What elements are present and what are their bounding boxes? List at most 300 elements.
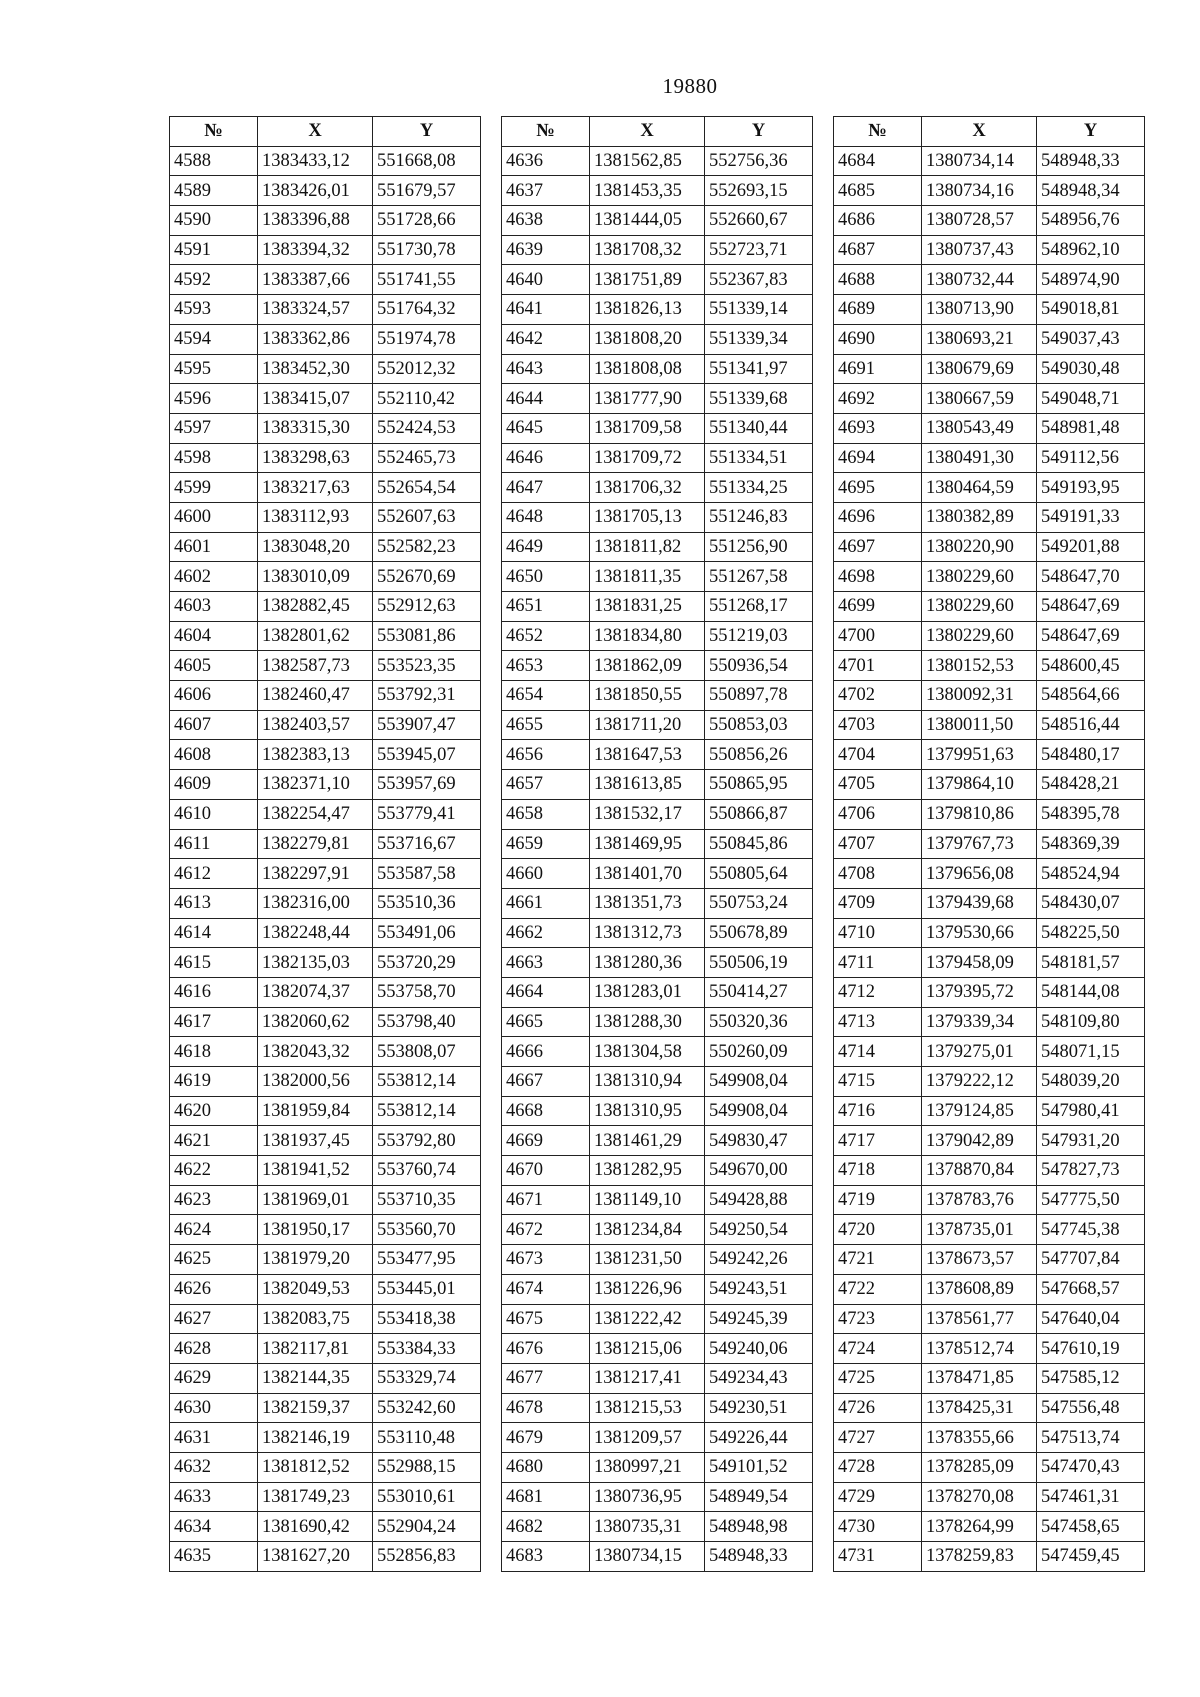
point-number-cell: 4685: [834, 176, 922, 206]
x-coordinate-cell: 1378783,76: [922, 1185, 1037, 1215]
y-coordinate-cell: 547585,12: [1037, 1363, 1145, 1393]
point-number-cell: 4594: [170, 324, 258, 354]
table-row: [834, 651, 1145, 681]
point-number-cell: 4596: [170, 384, 258, 414]
x-coordinate-cell: 1380229,60: [922, 592, 1037, 622]
table-body: [170, 146, 481, 1571]
table-row: [502, 1363, 813, 1393]
point-number-cell: 4692: [834, 384, 922, 414]
x-coordinate-cell: 1382316,00: [258, 888, 373, 918]
y-coordinate-cell: 551219,03: [705, 621, 813, 651]
point-number-cell: 4640: [502, 265, 590, 295]
point-number-cell: 4633: [170, 1482, 258, 1512]
point-number-cell: 4673: [502, 1245, 590, 1275]
x-coordinate-cell: 1379275,01: [922, 1037, 1037, 1067]
point-number-cell: 4691: [834, 354, 922, 384]
table-row: [834, 681, 1145, 711]
y-coordinate-cell: 550866,87: [705, 799, 813, 829]
point-number-cell: 4615: [170, 948, 258, 978]
point-number-cell: 4720: [834, 1215, 922, 1245]
table-row: [502, 384, 813, 414]
point-number-cell: 4712: [834, 977, 922, 1007]
x-coordinate-cell: 1378735,01: [922, 1215, 1037, 1245]
x-coordinate-cell: 1381613,85: [590, 770, 705, 800]
x-coordinate-cell: 1379042,89: [922, 1126, 1037, 1156]
x-coordinate-cell: 1379656,08: [922, 859, 1037, 889]
point-number-cell: 4629: [170, 1363, 258, 1393]
point-number-cell: 4725: [834, 1363, 922, 1393]
x-coordinate-cell: 1383298,63: [258, 443, 373, 473]
point-number-cell: 4647: [502, 473, 590, 503]
y-coordinate-cell: 549428,88: [705, 1185, 813, 1215]
table-row: [502, 1096, 813, 1126]
y-coordinate-cell: 553779,41: [373, 799, 481, 829]
x-coordinate-cell: 1383426,01: [258, 176, 373, 206]
point-number-cell: 4687: [834, 235, 922, 265]
y-coordinate-cell: 549908,04: [705, 1096, 813, 1126]
column-header-number: №: [834, 117, 922, 147]
table-row: [170, 1452, 481, 1482]
table-row: [170, 681, 481, 711]
y-coordinate-cell: 550678,89: [705, 918, 813, 948]
table-row: [834, 592, 1145, 622]
y-coordinate-cell: 548428,21: [1037, 770, 1145, 800]
y-coordinate-cell: 550414,27: [705, 977, 813, 1007]
x-coordinate-cell: 1380382,89: [922, 502, 1037, 532]
x-coordinate-cell: 1380092,31: [922, 681, 1037, 711]
x-coordinate-cell: 1381215,06: [590, 1334, 705, 1364]
table-row: [170, 1126, 481, 1156]
point-number-cell: 4696: [834, 502, 922, 532]
x-coordinate-cell: 1381808,08: [590, 354, 705, 384]
x-coordinate-cell: 1381312,73: [590, 918, 705, 948]
x-coordinate-cell: 1383324,57: [258, 295, 373, 325]
point-number-cell: 4671: [502, 1185, 590, 1215]
table-row: [170, 799, 481, 829]
y-coordinate-cell: 548647,69: [1037, 592, 1145, 622]
y-coordinate-cell: 549193,95: [1037, 473, 1145, 503]
x-coordinate-cell: 1381708,32: [590, 235, 705, 265]
y-coordinate-cell: 550805,64: [705, 859, 813, 889]
x-coordinate-cell: 1380152,53: [922, 651, 1037, 681]
table-header-row: [834, 117, 1145, 147]
x-coordinate-cell: 1381647,53: [590, 740, 705, 770]
table-row: [834, 918, 1145, 948]
table-row: [170, 770, 481, 800]
point-number-cell: 4619: [170, 1067, 258, 1097]
x-coordinate-cell: 1382297,91: [258, 859, 373, 889]
y-coordinate-cell: 553329,74: [373, 1363, 481, 1393]
y-coordinate-cell: 550753,24: [705, 888, 813, 918]
table-row: [170, 1067, 481, 1097]
x-coordinate-cell: 1381937,45: [258, 1126, 373, 1156]
table-row: [502, 1334, 813, 1364]
x-coordinate-cell: 1381532,17: [590, 799, 705, 829]
point-number-cell: 4620: [170, 1096, 258, 1126]
point-number-cell: 4590: [170, 206, 258, 236]
point-number-cell: 4665: [502, 1007, 590, 1037]
table-row: [502, 324, 813, 354]
column-header-y: Y: [373, 117, 481, 147]
y-coordinate-cell: 552660,67: [705, 206, 813, 236]
y-coordinate-cell: 551334,51: [705, 443, 813, 473]
x-coordinate-cell: 1382159,37: [258, 1393, 373, 1423]
table-row: [834, 1423, 1145, 1453]
table-row: [502, 295, 813, 325]
x-coordinate-cell: 1381709,58: [590, 413, 705, 443]
table-row: [834, 770, 1145, 800]
x-coordinate-cell: 1381811,82: [590, 532, 705, 562]
table-row: [170, 206, 481, 236]
coordinates-table: [833, 116, 1145, 1572]
y-coordinate-cell: 549048,71: [1037, 384, 1145, 414]
column-header-x: X: [590, 117, 705, 147]
y-coordinate-cell: 547556,48: [1037, 1393, 1145, 1423]
table-row: [834, 206, 1145, 236]
point-number-cell: 4638: [502, 206, 590, 236]
y-coordinate-cell: 553798,40: [373, 1007, 481, 1037]
x-coordinate-cell: 1380679,69: [922, 354, 1037, 384]
table-row: [502, 413, 813, 443]
x-coordinate-cell: 1381831,25: [590, 592, 705, 622]
x-coordinate-cell: 1380732,44: [922, 265, 1037, 295]
y-coordinate-cell: 553242,60: [373, 1393, 481, 1423]
y-coordinate-cell: 551728,66: [373, 206, 481, 236]
x-coordinate-cell: 1382060,62: [258, 1007, 373, 1037]
table-row: [834, 1304, 1145, 1334]
table-row: [834, 354, 1145, 384]
x-coordinate-cell: 1381812,52: [258, 1452, 373, 1482]
table-header-row: [502, 117, 813, 147]
point-number-cell: 4600: [170, 502, 258, 532]
table-row: [502, 770, 813, 800]
y-coordinate-cell: 548600,45: [1037, 651, 1145, 681]
y-coordinate-cell: 551339,34: [705, 324, 813, 354]
x-coordinate-cell: 1380734,16: [922, 176, 1037, 206]
point-number-cell: 4609: [170, 770, 258, 800]
point-number-cell: 4606: [170, 681, 258, 711]
y-coordinate-cell: 552424,53: [373, 413, 481, 443]
table-row: [170, 1393, 481, 1423]
point-number-cell: 4728: [834, 1452, 922, 1482]
y-coordinate-cell: 547610,19: [1037, 1334, 1145, 1364]
point-number-cell: 4684: [834, 146, 922, 176]
y-coordinate-cell: 553110,48: [373, 1423, 481, 1453]
y-coordinate-cell: 553491,06: [373, 918, 481, 948]
y-coordinate-cell: 553792,80: [373, 1126, 481, 1156]
y-coordinate-cell: 553587,58: [373, 859, 481, 889]
x-coordinate-cell: 1381709,72: [590, 443, 705, 473]
table-row: [834, 888, 1145, 918]
point-number-cell: 4617: [170, 1007, 258, 1037]
table-row: [502, 1067, 813, 1097]
x-coordinate-cell: 1381777,90: [590, 384, 705, 414]
x-coordinate-cell: 1380736,95: [590, 1482, 705, 1512]
point-number-cell: 4601: [170, 532, 258, 562]
y-coordinate-cell: 552012,32: [373, 354, 481, 384]
x-coordinate-cell: 1382049,53: [258, 1274, 373, 1304]
x-coordinate-cell: 1381862,09: [590, 651, 705, 681]
point-number-cell: 4707: [834, 829, 922, 859]
y-coordinate-cell: 551679,57: [373, 176, 481, 206]
point-number-cell: 4726: [834, 1393, 922, 1423]
point-number-cell: 4695: [834, 473, 922, 503]
x-coordinate-cell: 1380997,21: [590, 1452, 705, 1482]
column-header-number: №: [502, 117, 590, 147]
table-row: [834, 324, 1145, 354]
point-number-cell: 4676: [502, 1334, 590, 1364]
x-coordinate-cell: 1378259,83: [922, 1542, 1037, 1572]
point-number-cell: 4644: [502, 384, 590, 414]
point-number-cell: 4721: [834, 1245, 922, 1275]
table-row: [170, 146, 481, 176]
y-coordinate-cell: 553510,36: [373, 888, 481, 918]
table-row: [834, 1007, 1145, 1037]
table-row: [834, 1096, 1145, 1126]
table-row: [170, 740, 481, 770]
point-number-cell: 4698: [834, 562, 922, 592]
table-row: [502, 1423, 813, 1453]
point-number-cell: 4704: [834, 740, 922, 770]
x-coordinate-cell: 1382135,03: [258, 948, 373, 978]
point-number-cell: 4588: [170, 146, 258, 176]
x-coordinate-cell: 1383217,63: [258, 473, 373, 503]
table-row: [834, 740, 1145, 770]
y-coordinate-cell: 553716,67: [373, 829, 481, 859]
table-row: [834, 473, 1145, 503]
point-number-cell: 4713: [834, 1007, 922, 1037]
table-row: [502, 443, 813, 473]
y-coordinate-cell: 553760,74: [373, 1156, 481, 1186]
y-coordinate-cell: 547931,20: [1037, 1126, 1145, 1156]
table-row: [170, 592, 481, 622]
table-row: [502, 235, 813, 265]
point-number-cell: 4643: [502, 354, 590, 384]
table-row: [834, 1512, 1145, 1542]
y-coordinate-cell: 547640,04: [1037, 1304, 1145, 1334]
table-row: [170, 621, 481, 651]
x-coordinate-cell: 1378355,66: [922, 1423, 1037, 1453]
point-number-cell: 4592: [170, 265, 258, 295]
table-row: [170, 1215, 481, 1245]
point-number-cell: 4675: [502, 1304, 590, 1334]
y-coordinate-cell: 552988,15: [373, 1452, 481, 1482]
x-coordinate-cell: 1381310,95: [590, 1096, 705, 1126]
x-coordinate-cell: 1379124,85: [922, 1096, 1037, 1126]
point-number-cell: 4702: [834, 681, 922, 711]
point-number-cell: 4655: [502, 710, 590, 740]
x-coordinate-cell: 1381453,35: [590, 176, 705, 206]
table-row: [834, 1245, 1145, 1275]
y-coordinate-cell: 550897,78: [705, 681, 813, 711]
y-coordinate-cell: 549240,06: [705, 1334, 813, 1364]
y-coordinate-cell: 552856,83: [373, 1542, 481, 1572]
table-row: [502, 977, 813, 1007]
x-coordinate-cell: 1380464,59: [922, 473, 1037, 503]
table-row: [502, 1542, 813, 1572]
x-coordinate-cell: 1381562,85: [590, 146, 705, 176]
x-coordinate-cell: 1379222,12: [922, 1067, 1037, 1097]
y-coordinate-cell: 548039,20: [1037, 1067, 1145, 1097]
y-coordinate-cell: 553477,95: [373, 1245, 481, 1275]
x-coordinate-cell: 1381469,95: [590, 829, 705, 859]
point-number-cell: 4714: [834, 1037, 922, 1067]
table-row: [834, 1037, 1145, 1067]
x-coordinate-cell: 1380229,60: [922, 621, 1037, 651]
x-coordinate-cell: 1381690,42: [258, 1512, 373, 1542]
y-coordinate-cell: 549230,51: [705, 1393, 813, 1423]
table-row: [170, 918, 481, 948]
point-number-cell: 4669: [502, 1126, 590, 1156]
y-coordinate-cell: 553445,01: [373, 1274, 481, 1304]
table-row: [834, 977, 1145, 1007]
x-coordinate-cell: 1383010,09: [258, 562, 373, 592]
point-number-cell: 4661: [502, 888, 590, 918]
table-row: [502, 1215, 813, 1245]
point-number-cell: 4625: [170, 1245, 258, 1275]
x-coordinate-cell: 1378870,84: [922, 1156, 1037, 1186]
point-number-cell: 4595: [170, 354, 258, 384]
table-row: [170, 1245, 481, 1275]
x-coordinate-cell: 1379458,09: [922, 948, 1037, 978]
x-coordinate-cell: 1380220,90: [922, 532, 1037, 562]
x-coordinate-cell: 1381217,41: [590, 1363, 705, 1393]
y-coordinate-cell: 550856,26: [705, 740, 813, 770]
y-coordinate-cell: 548956,76: [1037, 206, 1145, 236]
point-number-cell: 4711: [834, 948, 922, 978]
table-row: [170, 1185, 481, 1215]
x-coordinate-cell: 1378673,57: [922, 1245, 1037, 1275]
table-row: [170, 829, 481, 859]
table-row: [834, 799, 1145, 829]
point-number-cell: 4718: [834, 1156, 922, 1186]
table-row: [170, 176, 481, 206]
y-coordinate-cell: 553945,07: [373, 740, 481, 770]
point-number-cell: 4610: [170, 799, 258, 829]
x-coordinate-cell: 1382083,75: [258, 1304, 373, 1334]
y-coordinate-cell: 553720,29: [373, 948, 481, 978]
point-number-cell: 4636: [502, 146, 590, 176]
table-row: [502, 1512, 813, 1542]
x-coordinate-cell: 1382460,47: [258, 681, 373, 711]
y-coordinate-cell: 551340,44: [705, 413, 813, 443]
point-number-cell: 4614: [170, 918, 258, 948]
y-coordinate-cell: 548962,10: [1037, 235, 1145, 265]
y-coordinate-cell: 549908,04: [705, 1067, 813, 1097]
point-number-cell: 4627: [170, 1304, 258, 1334]
table-row: [502, 1393, 813, 1423]
point-number-cell: 4674: [502, 1274, 590, 1304]
point-number-cell: 4624: [170, 1215, 258, 1245]
table-row: [834, 384, 1145, 414]
table-row: [502, 265, 813, 295]
table-row: [834, 710, 1145, 740]
x-coordinate-cell: 1380735,31: [590, 1512, 705, 1542]
y-coordinate-cell: 549030,48: [1037, 354, 1145, 384]
point-number-cell: 4715: [834, 1067, 922, 1097]
x-coordinate-cell: 1381231,50: [590, 1245, 705, 1275]
x-coordinate-cell: 1382254,47: [258, 799, 373, 829]
table-row: [170, 473, 481, 503]
point-number-cell: 4589: [170, 176, 258, 206]
y-coordinate-cell: 552670,69: [373, 562, 481, 592]
table-row: [170, 977, 481, 1007]
x-coordinate-cell: 1381959,84: [258, 1096, 373, 1126]
coordinates-table: [169, 116, 481, 1572]
table-row: [170, 532, 481, 562]
y-coordinate-cell: 547745,38: [1037, 1215, 1145, 1245]
x-coordinate-cell: 1380229,60: [922, 562, 1037, 592]
x-coordinate-cell: 1379439,68: [922, 888, 1037, 918]
y-coordinate-cell: 548109,80: [1037, 1007, 1145, 1037]
point-number-cell: 4729: [834, 1482, 922, 1512]
y-coordinate-cell: 551339,68: [705, 384, 813, 414]
y-coordinate-cell: 549018,81: [1037, 295, 1145, 325]
x-coordinate-cell: 1381401,70: [590, 859, 705, 889]
x-coordinate-cell: 1381969,01: [258, 1185, 373, 1215]
x-coordinate-cell: 1381705,13: [590, 502, 705, 532]
x-coordinate-cell: 1381751,89: [590, 265, 705, 295]
y-coordinate-cell: 549226,44: [705, 1423, 813, 1453]
point-number-cell: 4653: [502, 651, 590, 681]
table-row: [502, 206, 813, 236]
point-number-cell: 4662: [502, 918, 590, 948]
y-coordinate-cell: 552110,42: [373, 384, 481, 414]
table-row: [502, 1037, 813, 1067]
table-row: [170, 265, 481, 295]
y-coordinate-cell: 552367,83: [705, 265, 813, 295]
point-number-cell: 4597: [170, 413, 258, 443]
table-row: [170, 235, 481, 265]
point-number-cell: 4608: [170, 740, 258, 770]
point-number-cell: 4664: [502, 977, 590, 1007]
page-number: 19880: [662, 74, 718, 98]
point-number-cell: 4623: [170, 1185, 258, 1215]
x-coordinate-cell: 1383415,07: [258, 384, 373, 414]
table-row: [834, 562, 1145, 592]
table-header-row: [170, 117, 481, 147]
x-coordinate-cell: 1383396,88: [258, 206, 373, 236]
x-coordinate-cell: 1379767,73: [922, 829, 1037, 859]
table-row: [170, 384, 481, 414]
point-number-cell: 4710: [834, 918, 922, 948]
table-row: [170, 1542, 481, 1572]
y-coordinate-cell: 551256,90: [705, 532, 813, 562]
point-number-cell: 4670: [502, 1156, 590, 1186]
table-row: [502, 562, 813, 592]
y-coordinate-cell: 550936,54: [705, 651, 813, 681]
x-coordinate-cell: 1381950,17: [258, 1215, 373, 1245]
y-coordinate-cell: 553560,70: [373, 1215, 481, 1245]
point-number-cell: 4719: [834, 1185, 922, 1215]
table-row: [502, 1452, 813, 1482]
table-row: [502, 1245, 813, 1275]
point-number-cell: 4678: [502, 1393, 590, 1423]
table-row: [834, 146, 1145, 176]
point-number-cell: 4618: [170, 1037, 258, 1067]
x-coordinate-cell: 1378608,89: [922, 1274, 1037, 1304]
table-row: [502, 651, 813, 681]
table-row: [834, 295, 1145, 325]
table-row: [834, 532, 1145, 562]
y-coordinate-cell: 548948,33: [705, 1542, 813, 1572]
point-number-cell: 4689: [834, 295, 922, 325]
point-number-cell: 4648: [502, 502, 590, 532]
y-coordinate-cell: 549243,51: [705, 1274, 813, 1304]
point-number-cell: 4667: [502, 1067, 590, 1097]
x-coordinate-cell: 1381711,20: [590, 710, 705, 740]
point-number-cell: 4632: [170, 1452, 258, 1482]
